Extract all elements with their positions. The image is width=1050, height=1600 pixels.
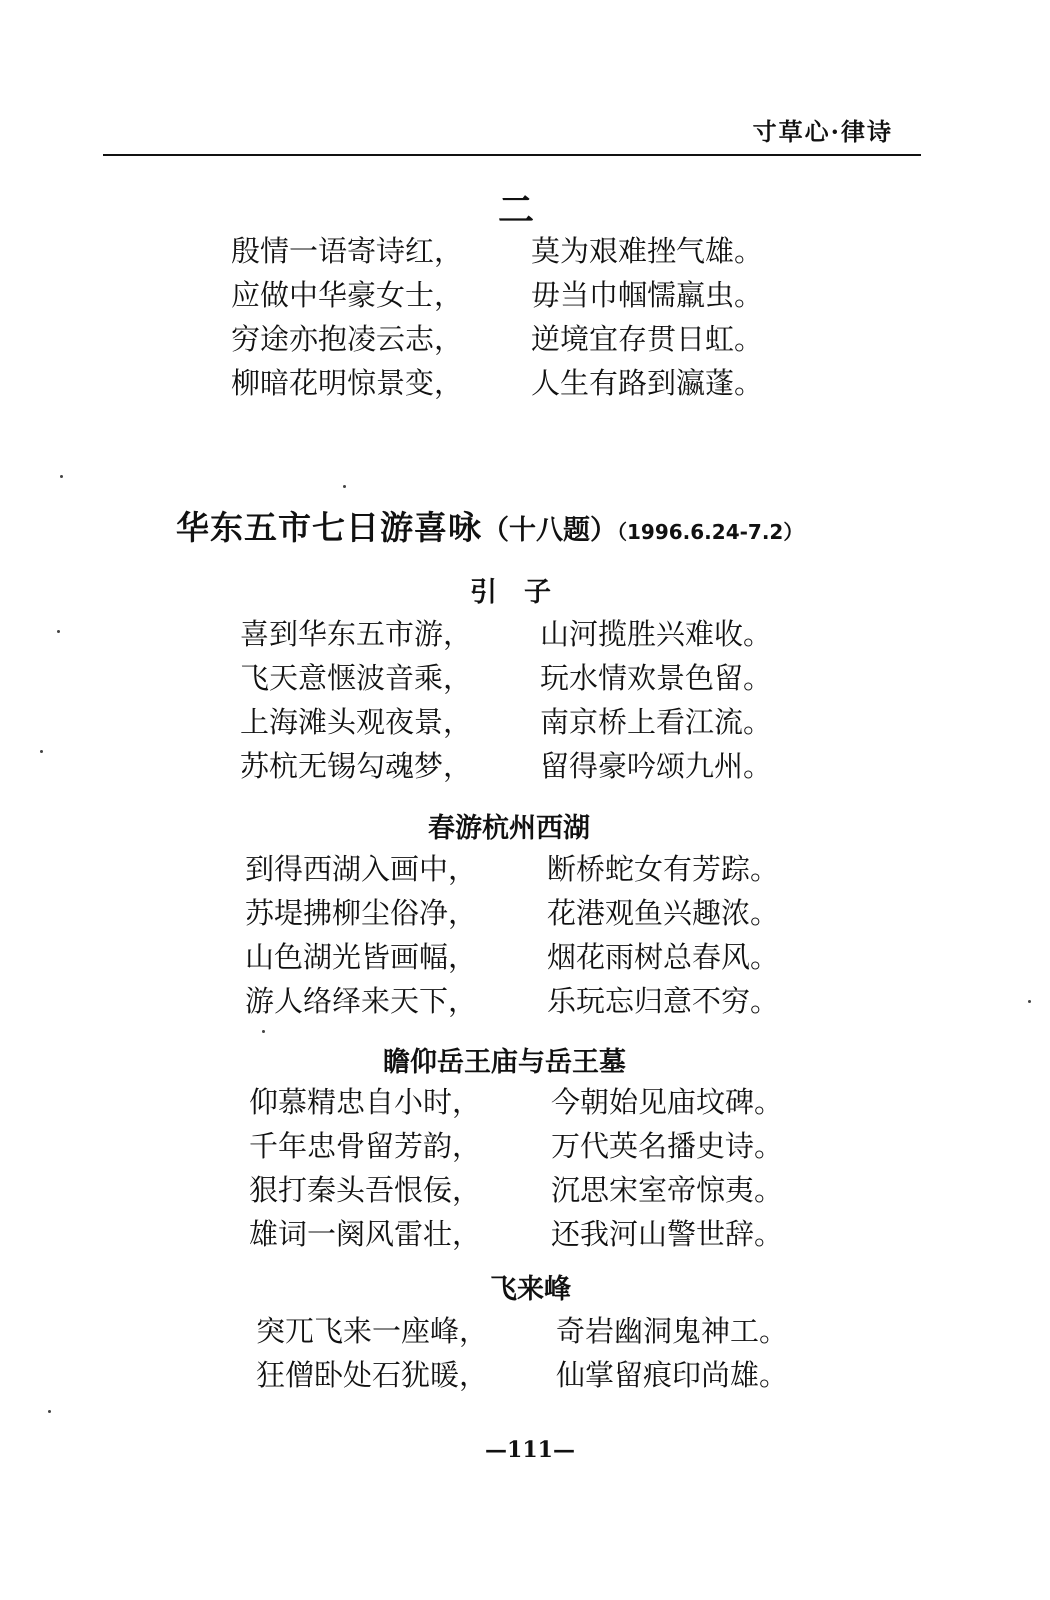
verse-first-half: 仰慕精忠自小时， (249, 1085, 482, 1119)
verse-first-half: 游人络绎来天下， (245, 984, 478, 1018)
verse-second-half: 烟花雨树总春风。 (547, 940, 780, 974)
poem-title: 瞻仰岳王庙与岳王墓 (383, 1047, 626, 1078)
section-number: 二 (497, 189, 534, 231)
verse-first-half: 千年忠骨留芳韵， (249, 1129, 482, 1163)
verse-first-half: 山色湖光皆画幅， (245, 940, 478, 974)
verse-second-half: 仙掌留痕印尚雄。 (556, 1358, 789, 1392)
scan-speck (40, 750, 43, 753)
verse-first-half: 飞天意惬波音乘， (240, 661, 473, 695)
verse-first-half: 苏堤拂柳尘俗净， (245, 896, 478, 930)
verse-first-half: 雄词一阕风雷壮， (249, 1217, 482, 1251)
main-heading-subtitle: （十八题） (482, 515, 617, 546)
verse-second-half: 奇岩幽洞鬼神工。 (556, 1314, 789, 1348)
scan-speck (1028, 1000, 1031, 1003)
verse-second-half: 山河揽胜兴难收。 (540, 617, 773, 651)
scan-speck (48, 1410, 51, 1413)
verse-second-half: 今朝始见庙坟碑。 (551, 1085, 784, 1119)
verse-second-half: 南京桥上看江流。 (540, 705, 773, 739)
main-heading-dates: （1996.6.24-7.2） (617, 520, 804, 544)
verse-first-half: 突兀飞来一座峰， (256, 1314, 489, 1348)
verse-second-half: 沉思宋室帝惊夷。 (551, 1173, 784, 1207)
verse-second-half: 莫为艰难挫气雄。 (531, 234, 764, 268)
running-header (103, 108, 921, 156)
scan-speck (57, 630, 60, 633)
verse-second-half: 花港观鱼兴趣浓。 (547, 896, 780, 930)
verse-first-half: 狂僧卧处石犹暖， (256, 1358, 489, 1392)
verse-second-half: 断桥蛇女有芳踪。 (547, 852, 780, 886)
page-number: —111— (485, 1437, 575, 1463)
verse-second-half: 万代英名播史诗。 (551, 1129, 784, 1163)
verse-second-half: 逆境宜存贯日虹。 (531, 322, 764, 356)
verse-first-half: 苏杭无锡勾魂梦， (240, 749, 473, 783)
verse-first-half: 喜到华东五市游， (240, 617, 473, 651)
scan-speck (262, 1030, 265, 1033)
verse-second-half: 毋当巾帼懦羸虫。 (531, 278, 764, 312)
verse-first-half: 到得西湖入画中， (245, 852, 478, 886)
verse-first-half: 殷情一语寄诗红， (231, 234, 464, 268)
verse-first-half: 柳暗花明惊景变， (231, 366, 464, 400)
poem-title: 飞来峰 (490, 1274, 571, 1305)
verse-first-half: 应做中华豪女士， (231, 278, 464, 312)
poem-title: 春游杭州西湖 (428, 813, 590, 844)
verse-first-half: 狠打秦头吾恨佞， (249, 1173, 482, 1207)
verse-second-half: 还我河山警世辞。 (551, 1217, 784, 1251)
main-heading-title: 华东五市七日游喜咏 (176, 508, 482, 547)
verse-second-half: 玩水情欢景色留。 (540, 661, 773, 695)
running-title: 寸草心·律诗 (752, 117, 893, 146)
verse-second-half: 乐玩忘归意不穷。 (547, 984, 780, 1018)
verse-second-half: 留得豪吟颂九州。 (540, 749, 773, 783)
verse-second-half: 人生有路到瀛蓬。 (531, 366, 764, 400)
verse-first-half: 上海滩头观夜景， (240, 705, 473, 739)
scan-speck (60, 475, 63, 478)
poem-title: 引 子 (470, 577, 551, 608)
scan-speck (343, 485, 346, 488)
verse-first-half: 穷途亦抱凌云志， (231, 322, 464, 356)
main-heading (176, 502, 803, 549)
